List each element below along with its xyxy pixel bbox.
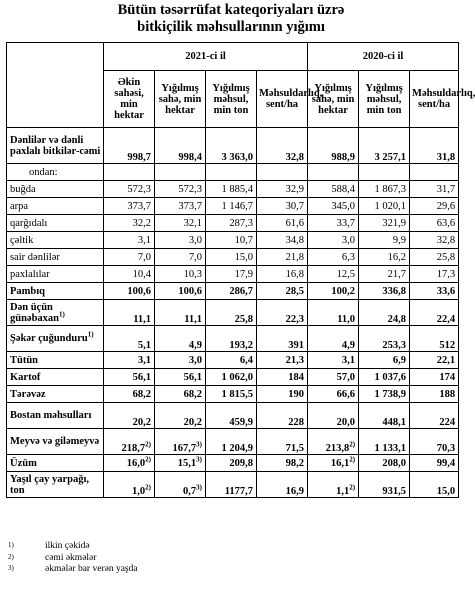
table-cell: 3,1 xyxy=(104,352,155,369)
row-label: paxlalılar xyxy=(7,266,104,283)
col-header: Məhsuldarlıq, sent/ha xyxy=(257,71,308,128)
table-row xyxy=(7,283,459,300)
table-cell xyxy=(359,164,410,181)
col-header: Əkin sahəsi, min hektar xyxy=(104,71,155,128)
col-header: Yığılmış məhsul, min ton xyxy=(359,71,410,128)
table-cell: 31,7 xyxy=(410,181,459,198)
table-cell: 1 037,6 xyxy=(359,369,410,386)
table-row xyxy=(7,164,459,181)
footnote-mark: 1) xyxy=(8,541,14,549)
table-row xyxy=(7,232,459,249)
title-line-1: Bütün təsərrüfat kateqoriyaları üzrə xyxy=(117,2,345,18)
row-label: Meyvə və giləmeyvə xyxy=(7,429,104,455)
table-row xyxy=(7,249,459,266)
table-cell: 174 xyxy=(410,369,459,386)
table-cell: 56,1 xyxy=(104,369,155,386)
table-cell: 931,5 xyxy=(359,472,410,498)
table-cell: 287,3 xyxy=(206,215,257,232)
table-cell: 1 815,5 xyxy=(206,386,257,403)
table-cell: 7,0 xyxy=(155,249,206,266)
table-row xyxy=(7,181,459,198)
table-cell: 21,8 xyxy=(257,249,308,266)
table-cell: 66,6 xyxy=(308,386,359,403)
table-cell: 193,2 xyxy=(206,326,257,352)
table-cell: 0,7$^{3)}$ xyxy=(155,472,206,498)
table-cell: 22,3 xyxy=(257,300,308,326)
table-cell: 24,8 xyxy=(359,300,410,326)
table-cell: 1 146,7 xyxy=(206,198,257,215)
table-cell: 11,1 xyxy=(155,300,206,326)
corner-cell xyxy=(7,43,104,128)
row-label: Bostan məhsulları xyxy=(7,403,104,429)
table-cell: 32,2 xyxy=(104,215,155,232)
footnote-ref: 2) xyxy=(145,440,151,449)
table-row xyxy=(7,455,459,472)
footnote-ref: 2) xyxy=(349,483,356,492)
harvest-table xyxy=(6,42,475,498)
table-cell: 12,5 xyxy=(308,266,359,283)
table-cell: 3 363,0 xyxy=(206,128,257,164)
table-cell: 100,2 xyxy=(308,283,359,300)
col-header: Yığılmış məhsul, min ton xyxy=(206,71,257,128)
table-row xyxy=(7,472,459,498)
table-cell: 25,8 xyxy=(206,300,257,326)
table-row xyxy=(7,300,459,326)
table-cell xyxy=(308,164,359,181)
col-header: Məhsuldarlıq, sent/ha xyxy=(410,71,459,128)
table-cell: 10,4 xyxy=(104,266,155,283)
table-cell: 345,0 xyxy=(308,198,359,215)
table-cell: 100,6 xyxy=(155,283,206,300)
footnote-text: cəmi əkmələr xyxy=(45,552,97,563)
table-cell: 71,5 xyxy=(257,429,308,455)
table-cell: 21,7 xyxy=(359,266,410,283)
table-cell: 3 257,1 xyxy=(359,128,410,164)
table-cell: 68,2 xyxy=(104,386,155,403)
table-cell: 32,1 xyxy=(155,215,206,232)
footnote xyxy=(8,553,138,565)
table-cell: 209,8 xyxy=(206,455,257,472)
table-row xyxy=(7,128,459,164)
table-cell: 99,4 xyxy=(410,455,459,472)
row-label: çəltik xyxy=(7,232,104,249)
footnote-ref: 3) xyxy=(196,483,202,492)
table-cell: 31,8 xyxy=(410,128,459,164)
footnote-ref: 1) xyxy=(87,330,94,339)
table-row xyxy=(7,215,459,232)
table-cell: 32,8 xyxy=(410,232,459,249)
table-cell: 56,1 xyxy=(155,369,206,386)
table-cell: 3,1 xyxy=(308,352,359,369)
table-cell: 61,6 xyxy=(257,215,308,232)
table-cell: 34,8 xyxy=(257,232,308,249)
table-cell xyxy=(155,164,206,181)
table-cell: 6,3 xyxy=(308,249,359,266)
footnote-ref: 2) xyxy=(349,440,356,449)
table-cell: 572,3 xyxy=(155,181,206,198)
title-line-2: bitkiçilik məhsullarının yığımı xyxy=(137,19,325,35)
table-cell: 33,6 xyxy=(410,283,459,300)
table-cell: 373,7 xyxy=(155,198,206,215)
table-cell: 1 062,0 xyxy=(206,369,257,386)
table-cell: 459,9 xyxy=(206,403,257,429)
row-label: Şəkər çuğunduru$^{1)}$ xyxy=(7,326,104,352)
table-cell: 22,1 xyxy=(410,352,459,369)
table-cell xyxy=(206,164,257,181)
table-cell xyxy=(104,164,155,181)
table-cell: 218,7$^{2)}$ xyxy=(104,429,155,455)
footnote-text: ilkin çəkidə xyxy=(45,541,90,551)
footnote-ref: 3) xyxy=(196,455,202,463)
table-cell: 286,7 xyxy=(206,283,257,300)
row-label: Tərəvəz xyxy=(7,386,104,403)
table-cell xyxy=(410,164,459,181)
footnote xyxy=(8,541,138,553)
table-cell: 512 xyxy=(410,326,459,352)
table-cell: 100,6 xyxy=(104,283,155,300)
table-cell: 336,8 xyxy=(359,283,410,300)
table-cell: 6,9 xyxy=(359,352,410,369)
table-cell: 22,4 xyxy=(410,300,459,326)
table-row xyxy=(7,326,459,352)
row-label: buğda xyxy=(7,181,104,198)
table-cell: 1177,7 xyxy=(206,472,257,498)
table-row xyxy=(7,386,459,403)
footnote-mark: 3) xyxy=(8,564,14,572)
table-cell: 224 xyxy=(410,403,459,429)
table-cell: 188 xyxy=(410,386,459,403)
table-cell: 208,0 xyxy=(359,455,410,472)
table-cell xyxy=(257,164,308,181)
table-cell: 57,0 xyxy=(308,369,359,386)
row-label: qarğıdalı xyxy=(7,215,104,232)
table-cell: 17,3 xyxy=(410,266,459,283)
footnote-ref: 2) xyxy=(145,483,151,492)
table-cell: 20,2 xyxy=(104,403,155,429)
table-cell: 15,0 xyxy=(206,249,257,266)
table-cell: 28,5 xyxy=(257,283,308,300)
table-cell: 33,7 xyxy=(308,215,359,232)
table-cell: 3,0 xyxy=(155,352,206,369)
table-cell: 15,0 xyxy=(410,472,459,498)
row-label: sair dənlilər xyxy=(7,249,104,266)
table-row xyxy=(7,352,459,369)
table-cell: 1 738,9 xyxy=(359,386,410,403)
table-cell: 1 133,1 xyxy=(359,429,410,455)
table-row xyxy=(7,198,459,215)
col-header: Yığılmış sahə, min hektar xyxy=(155,71,206,128)
table-row xyxy=(7,369,459,386)
year-header-2021: 2021-ci il xyxy=(104,43,308,71)
table-cell: 10,7 xyxy=(206,232,257,249)
table-cell: 17,9 xyxy=(206,266,257,283)
table-cell: 20,2 xyxy=(155,403,206,429)
table-cell: 16,1$^{2)}$ xyxy=(308,455,359,472)
footnote-mark: 2) xyxy=(8,552,14,561)
table-cell: 16,9 xyxy=(257,472,308,498)
table-cell: 228 xyxy=(257,403,308,429)
table-cell: 190 xyxy=(257,386,308,403)
table-cell: 998,4 xyxy=(155,128,206,164)
table-row xyxy=(7,266,459,283)
table-cell: 63,6 xyxy=(410,215,459,232)
table-cell: 5,1 xyxy=(104,326,155,352)
table-cell: 98,2 xyxy=(257,455,308,472)
footnote-ref: 2) xyxy=(145,455,151,463)
row-label: Kartof xyxy=(7,369,104,386)
table-cell: 1 885,4 xyxy=(206,181,257,198)
row-label: ondan: xyxy=(7,164,104,181)
table-cell: 1 020,1 xyxy=(359,198,410,215)
table-cell: 1 867,3 xyxy=(359,181,410,198)
table-cell: 448,1 xyxy=(359,403,410,429)
table-cell: 4,9 xyxy=(308,326,359,352)
table-cell: 10,3 xyxy=(155,266,206,283)
table-cell: 3,0 xyxy=(155,232,206,249)
table-cell: 68,2 xyxy=(155,386,206,403)
table-cell: 32,9 xyxy=(257,181,308,198)
table-cell: 6,4 xyxy=(206,352,257,369)
table-cell: 70,3 xyxy=(410,429,459,455)
table-cell: 1 204,9 xyxy=(206,429,257,455)
table-cell: 25,8 xyxy=(410,249,459,266)
table-cell: 11,0 xyxy=(308,300,359,326)
row-label: Yaşıl çay yarpağı, ton xyxy=(7,472,104,498)
table-cell: 15,1$^{3)}$ xyxy=(155,455,206,472)
table-cell: 167,7$^{3)}$ xyxy=(155,429,206,455)
table-cell: 588,4 xyxy=(308,181,359,198)
footnote-text: əkmələr bar verən yaşda xyxy=(45,564,138,574)
table-cell: 4,9 xyxy=(155,326,206,352)
table-cell: 321,9 xyxy=(359,215,410,232)
year-header-2020: 2020-ci il xyxy=(308,43,459,71)
footnote xyxy=(8,564,138,576)
table-cell: 30,7 xyxy=(257,198,308,215)
table-cell: 16,0$^{2)}$ xyxy=(104,455,155,472)
footnotes xyxy=(8,541,138,576)
table-cell: 16,2 xyxy=(359,249,410,266)
col-header: Yığılmış sahə, min hektar xyxy=(308,71,359,128)
table-cell: 213,8$^{2)}$ xyxy=(308,429,359,455)
row-label: Dənlilər və dənli paxlalı bitkilər-cəmi xyxy=(7,128,104,164)
table-cell: 998,7 xyxy=(104,128,155,164)
row-label: Üzüm xyxy=(7,455,104,472)
table-cell: 391 xyxy=(257,326,308,352)
table-row xyxy=(7,403,459,429)
table-cell: 253,3 xyxy=(359,326,410,352)
table-cell: 572,3 xyxy=(104,181,155,198)
table-cell: 29,6 xyxy=(410,198,459,215)
table-cell: 16,8 xyxy=(257,266,308,283)
table-cell: 373,7 xyxy=(104,198,155,215)
table-cell: 11,1 xyxy=(104,300,155,326)
page-title xyxy=(0,2,462,36)
table-body xyxy=(7,128,459,498)
table-cell: 1,0$^{2)}$ xyxy=(104,472,155,498)
footnote-ref: 2) xyxy=(349,455,356,463)
row-label: Dən üçün günəbaxan$^{1)}$ xyxy=(7,300,104,326)
row-label: Tütün xyxy=(7,352,104,369)
row-label: Pambıq xyxy=(7,283,104,300)
table-cell: 9,9 xyxy=(359,232,410,249)
footnote-ref: 3) xyxy=(196,440,202,449)
table-cell: 20,0 xyxy=(308,403,359,429)
table-cell: 3,1 xyxy=(104,232,155,249)
table-cell: 184 xyxy=(257,369,308,386)
table-row xyxy=(7,429,459,455)
footnote-ref: 1) xyxy=(59,310,65,318)
table-cell: 32,8 xyxy=(257,128,308,164)
row-label: arpa xyxy=(7,198,104,215)
table-cell: 1,1$^{2)}$ xyxy=(308,472,359,498)
table-cell: 988,9 xyxy=(308,128,359,164)
table-cell: 21,3 xyxy=(257,352,308,369)
table-cell: 7,0 xyxy=(104,249,155,266)
table-cell: 3,0 xyxy=(308,232,359,249)
